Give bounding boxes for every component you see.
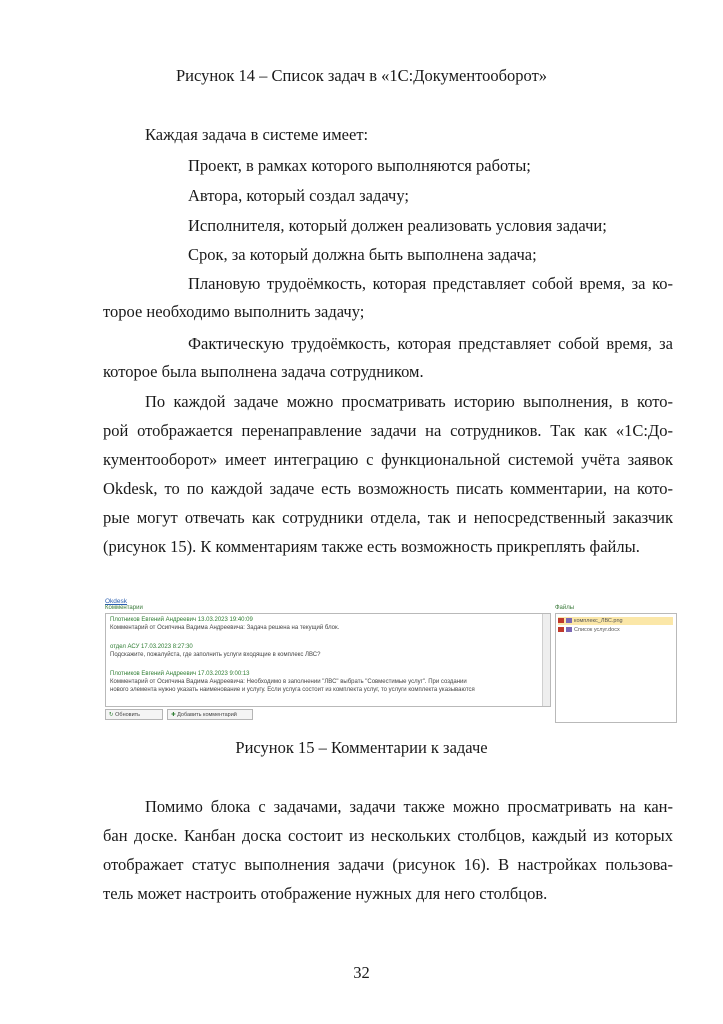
page-number: 32: [353, 963, 370, 982]
add-comment-button-label: Добавить комментарий: [177, 712, 237, 718]
refresh-button[interactable]: [105, 709, 163, 720]
add-comment-button[interactable]: [167, 709, 253, 720]
comments-toolbar: [105, 709, 549, 721]
paragraph-2-line: бан доске. Канбан доска состоит из нескольких столбцов, каждый из которых: [103, 826, 673, 845]
refresh-button-label: Обновить: [115, 712, 141, 718]
list-item-actual-labor-line2: которое была выполнена задача сотрудником.: [103, 362, 424, 381]
comment-header: отдел АСУ 17.03.2023 8:27:30: [110, 644, 193, 650]
paragraph-1-line: (рисунок 15). К комментариям также есть возможность прикреплять файлы.: [103, 537, 640, 556]
comments-label: Комментарии: [105, 605, 143, 611]
comments-scrollbar[interactable]: [542, 614, 550, 706]
file-name: комплекс_ЛВС.png: [574, 618, 623, 624]
file-type-icon: [566, 618, 572, 623]
comments-screenshot: [103, 597, 677, 725]
figure-14-caption: Рисунок 14 – Список задач в «1С:Документооборот»: [175, 66, 548, 85]
files-label: Файлы: [555, 605, 575, 611]
comments-list[interactable]: [105, 613, 551, 707]
paragraph-2-line: тель может настроить отображение нужных для него столбцов.: [103, 884, 548, 903]
comment-text: нового элемента нужно указать наименование и услугу. Если услуга состоит из комплекта услуг, то услуги комплекта указываются: [110, 687, 475, 693]
document-file-icon: [558, 627, 564, 632]
comment-text: Комментарий от Осипчина Вадима Андреевича: Задача решена на текущий блок.: [110, 625, 340, 631]
paragraph-1-line: рые могут отвечать как сотрудники отдела, так и непосредственный заказчик: [103, 508, 673, 527]
image-file-icon: [558, 618, 564, 623]
list-item-planned-labor-line2: торое необходимо выполнить задачу;: [103, 302, 365, 321]
file-row[interactable]: [558, 617, 673, 625]
paragraph-1-line: По каждой задаче можно просматривать историю выполнения, в кото-: [145, 392, 673, 411]
file-name: Список услуг.docx: [574, 627, 620, 633]
list-intro: Каждая задача в системе имеет:: [145, 125, 369, 144]
add-comment-icon: ✚: [171, 712, 176, 718]
list-item-actual-labor-line1: Фактическую трудоёмкость, которая представляет собой время, за: [188, 334, 673, 353]
files-list: [555, 613, 677, 723]
refresh-icon: ↻: [109, 712, 114, 718]
list-item-project: Проект, в рамках которого выполняются работы;: [188, 156, 531, 175]
paragraph-2-line: Помимо блока с задачами, задачи также можно просматривать на кан-: [145, 797, 673, 816]
paragraph-2-line: отображает статус выполнения задачи (рисунок 16). В настройках пользова-: [103, 855, 673, 874]
file-type-icon: [566, 627, 572, 632]
comment-text: Подскажите, пожалуйста, где заполнить услуги входящие в комплекс ЛВС?: [110, 652, 321, 658]
comment-text: Комментарий от Осипчина Вадима Андреевича: Необходимо в заполнении "ЛВС" выбрать "Совместимые услуг". При создании: [110, 679, 467, 685]
file-row[interactable]: [558, 626, 673, 634]
list-item-planned-labor-line1: Плановую трудоёмкость, которая представляет собой время, за ко-: [188, 274, 673, 293]
list-item-deadline: Срок, за который должна быть выполнена задача;: [188, 245, 537, 264]
paragraph-1-line: рой отображается перенаправление задачи на сотрудников. Так как «1С:До-: [103, 421, 673, 440]
comment-header: Плотников Евгений Андреевич 13.03.2023 19:40:09: [110, 617, 253, 623]
list-item-executor: Исполнителя, который должен реализовать условия задачи;: [188, 216, 607, 235]
paragraph-1-line: Okdesk, то по каждой задаче есть возможность писать комментарии, на кото-: [103, 479, 673, 498]
paragraph-1-line: кументооборот» имеет интеграцию с функциональной системой учёта заявок: [103, 450, 673, 469]
list-item-author: Автора, который создал задачу;: [188, 186, 409, 205]
figure-15-caption: Рисунок 15 – Комментарии к задаче: [235, 738, 488, 757]
okdesk-link[interactable]: Okdesk: [105, 598, 128, 605]
comment-header: Плотников Евгений Андреевич 17.03.2023 9:00:13: [110, 671, 250, 677]
